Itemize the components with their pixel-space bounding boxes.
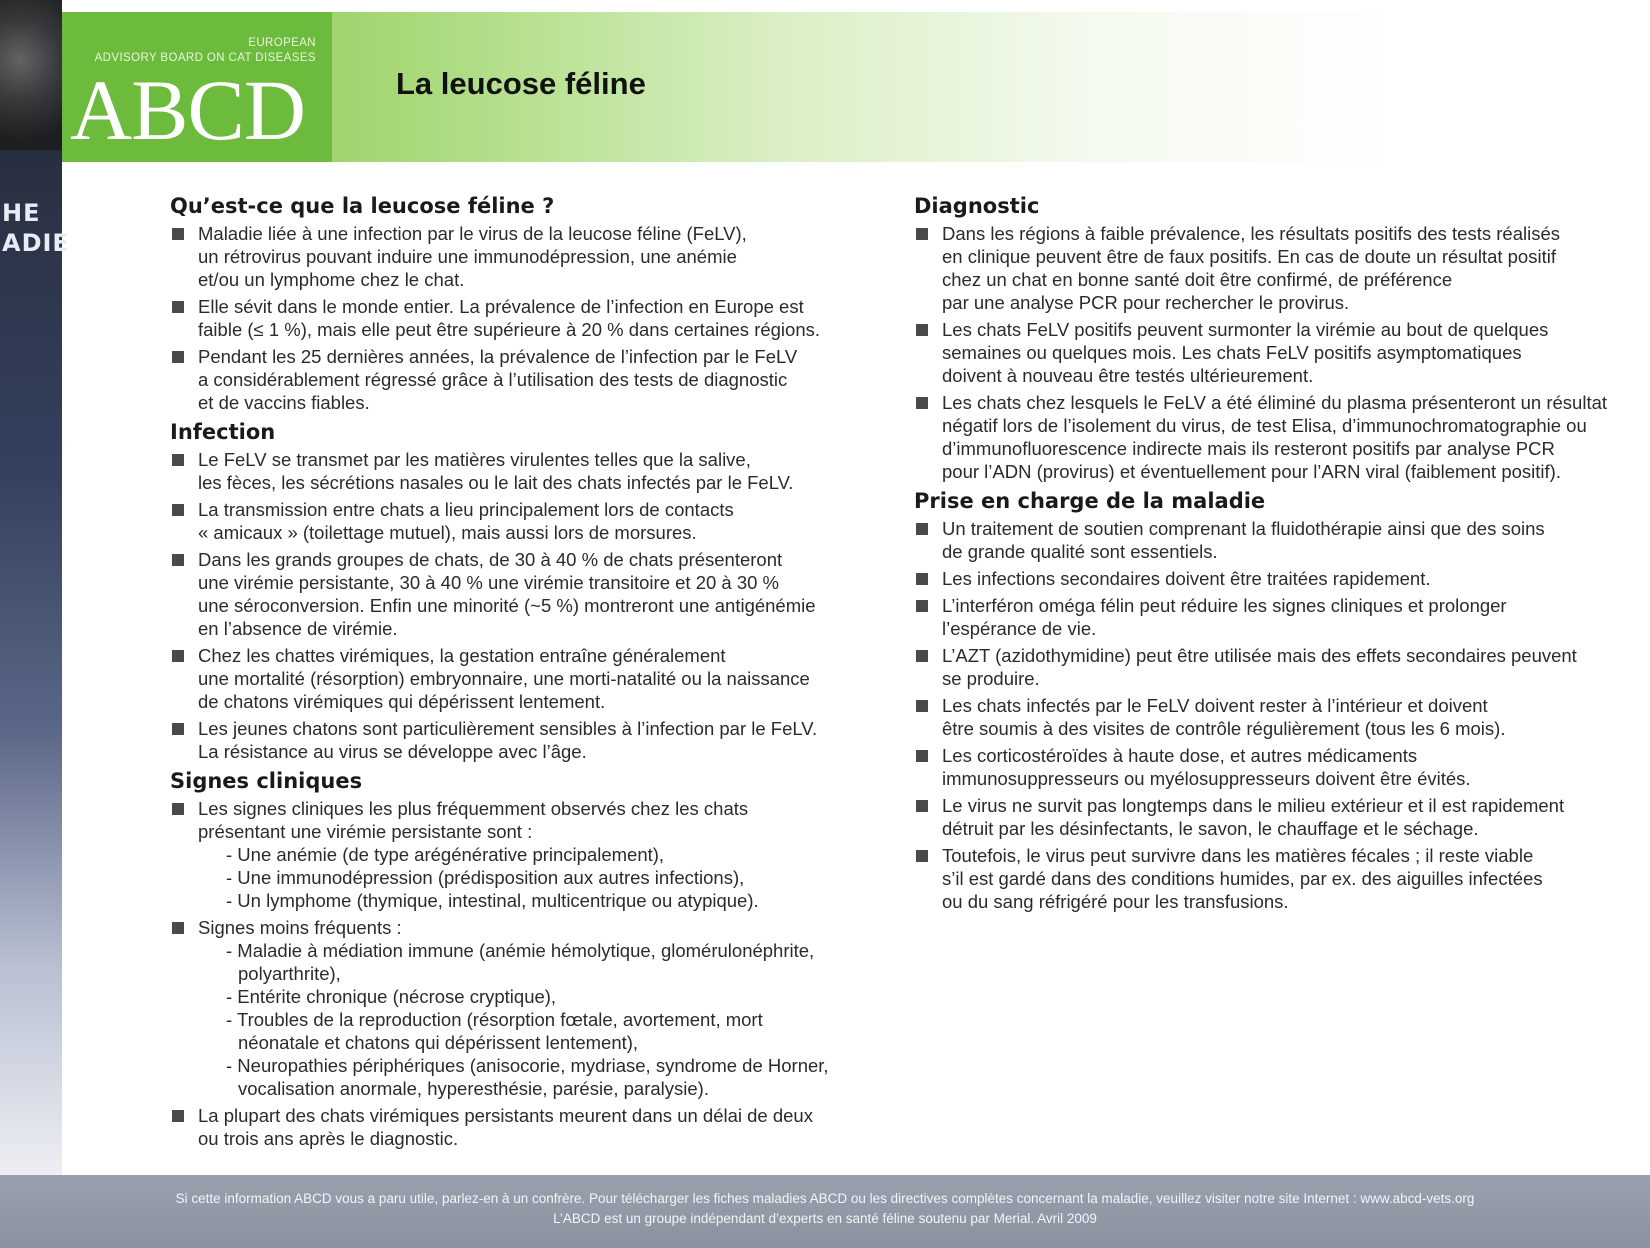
abcd-logo bbox=[62, 12, 332, 162]
item-line: par une analyse PCR pour rechercher le provirus. bbox=[942, 292, 1350, 313]
list-item bbox=[914, 844, 1634, 913]
item-line: La transmission entre chats a lieu principalement lors de contacts bbox=[198, 499, 734, 520]
bullet-square-icon bbox=[172, 1110, 184, 1122]
section-title-infection: Infection bbox=[170, 420, 276, 444]
item-line: faible (≤ 1 %), mais elle peut être supérieure à 20 % dans certaines régions. bbox=[198, 319, 821, 340]
bullet-square-icon bbox=[916, 523, 928, 535]
item-line: s’il est gardé dans des conditions humides, par ex. des aiguilles infectées bbox=[942, 868, 1543, 889]
cat-illustration bbox=[0, 0, 62, 150]
item-line: ou du sang réfrigéré pour les transfusions. bbox=[942, 891, 1289, 912]
list-item bbox=[914, 744, 1634, 790]
sub-item-line: - Un lymphome (thymique, intestinal, multicentrique ou atypique). bbox=[226, 890, 759, 911]
list-item bbox=[170, 916, 890, 1100]
item-line: L’interféron oméga félin peut réduire les signes cliniques et prolonger bbox=[942, 595, 1507, 616]
bullet-square-icon bbox=[916, 650, 928, 662]
right-column bbox=[914, 192, 1634, 917]
section-infection-list bbox=[170, 448, 890, 763]
item-line: en clinique peuvent être de faux positifs. En cas de doute un résultat positif bbox=[942, 246, 1556, 267]
item-line: Elle sévit dans le monde entier. La prévalence de l’infection en Europe est bbox=[198, 296, 804, 317]
item-line: doivent à nouveau être testés ultérieurement. bbox=[942, 365, 1314, 386]
left-decorative-strip bbox=[0, 0, 70, 1180]
page-title: La leucose féline bbox=[396, 66, 646, 101]
list-item bbox=[914, 517, 1634, 563]
list-item bbox=[914, 567, 1634, 590]
bullet-square-icon bbox=[172, 454, 184, 466]
sub-item-line: - Entérite chronique (nécrose cryptique), bbox=[226, 986, 557, 1007]
item-line: Les jeunes chatons sont particulièrement sensibles à l’infection par le FeLV. bbox=[198, 718, 818, 739]
bullet-square-icon bbox=[916, 750, 928, 762]
sub-item-line: néonatale et chatons qui dépérissent lentement), bbox=[238, 1032, 639, 1053]
item-line: les fèces, les sécrétions nasales ou le lait des chats infectés par le FeLV. bbox=[198, 472, 794, 493]
sidebar-text bbox=[2, 198, 70, 258]
bullet-square-icon bbox=[916, 700, 928, 712]
item-line: une mortalité (résorption) embryonnaire, une morti-natalité ou la naissance bbox=[198, 668, 810, 689]
item-line: une virémie persistante, 30 à 40 % une virémie transitoire et 20 à 30 % bbox=[198, 572, 780, 593]
item-line: L’AZT (azidothymidine) peut être utilisée mais des effets secondaires peuvent bbox=[942, 645, 1577, 666]
section-management-list bbox=[914, 517, 1634, 913]
item-line: La plupart des chats virémiques persistants meurent dans un délai de deux bbox=[198, 1105, 813, 1126]
list-item bbox=[170, 345, 890, 414]
item-line: Toutefois, le virus peut survivre dans les matières fécales ; il reste viable bbox=[942, 845, 1534, 866]
list-item bbox=[914, 318, 1634, 387]
bullet-square-icon bbox=[172, 650, 184, 662]
item-line: détruit par les désinfectants, le savon, le chauffage et le séchage. bbox=[942, 818, 1479, 839]
item-line: et/ou un lymphome chez le chat. bbox=[198, 269, 465, 290]
item-line: Les chats infectés par le FeLV doivent rester à l’intérieur et doivent bbox=[942, 695, 1488, 716]
item-line: Les signes cliniques les plus fréquemment observés chez les chats bbox=[198, 798, 749, 819]
sub-item-line: - Une anémie (de type arégénérative principalement), bbox=[226, 844, 665, 865]
item-line: Un traitement de soutien comprenant la fluidothérapie ainsi que des soins bbox=[942, 518, 1545, 539]
item-line: Les chats FeLV positifs peuvent surmonter la virémie au bout de quelques bbox=[942, 319, 1549, 340]
item-line: Pendant les 25 dernières années, la prévalence de l’infection par le FeLV bbox=[198, 346, 798, 367]
section-title-diagnostic: Diagnostic bbox=[914, 194, 1040, 218]
logo-wordmark: ABCD bbox=[70, 62, 305, 158]
footer-line: L’ABCD est un groupe indépendant d’experts en santé féline soutenu par Merial. Avril 2009 bbox=[553, 1211, 1097, 1226]
item-line: être soumis à des visites de contrôle régulièrement (tous les 6 mois). bbox=[942, 718, 1506, 739]
bullet-square-icon bbox=[172, 723, 184, 735]
footer-line: Si cette information ABCD vous a paru utile, parlez-en à un confrère. Pour télécharger les fiches maladies ABCD ou les directives complètes concernant la maladie, veuillez visiter notre site Internet : www.abcd-vets.org bbox=[175, 1191, 1475, 1206]
bullet-square-icon bbox=[172, 554, 184, 566]
sub-item-line: - Maladie à médiation immune (anémie hémolytique, glomérulonéphrite, bbox=[226, 940, 815, 961]
list-item bbox=[170, 548, 890, 640]
bullet-square-icon bbox=[172, 803, 184, 815]
item-line: Chez les chattes virémiques, la gestation entraîne généralement bbox=[198, 645, 726, 666]
list-item bbox=[914, 794, 1634, 840]
bullet-square-icon bbox=[916, 324, 928, 336]
item-line: d’immunofluorescence indirecte mais ils resteront positifs par analyse PCR bbox=[942, 438, 1555, 459]
item-line: de grande qualité sont essentiels. bbox=[942, 541, 1218, 562]
item-line: Les corticostéroïdes à haute dose, et autres médicaments bbox=[942, 745, 1418, 766]
bullet-square-icon bbox=[916, 800, 928, 812]
list-item bbox=[914, 644, 1634, 690]
list-item bbox=[170, 797, 890, 912]
section-what-is-list bbox=[170, 222, 890, 414]
item-line: négatif lors de l’isolement du virus, de test Elisa, d’immunochromatographie ou bbox=[942, 415, 1587, 436]
bullet-square-icon bbox=[172, 504, 184, 516]
list-item bbox=[170, 498, 890, 544]
list-item bbox=[170, 644, 890, 713]
item-line: en l’absence de virémie. bbox=[198, 618, 398, 639]
footer-band bbox=[0, 1175, 1650, 1248]
item-line: Maladie liée à une infection par le virus de la leucose féline (FeLV), bbox=[198, 223, 747, 244]
list-item bbox=[170, 448, 890, 494]
item-line: Dans les régions à faible prévalence, les résultats positifs des tests réalisés bbox=[942, 223, 1560, 244]
item-line: Le FeLV se transmet par les matières virulentes telles que la salive, bbox=[198, 449, 751, 470]
bullet-square-icon bbox=[172, 922, 184, 934]
bullet-square-icon bbox=[916, 228, 928, 240]
item-line: Signes moins fréquents : bbox=[198, 917, 402, 938]
bullet-square-icon bbox=[916, 573, 928, 585]
item-line: immunosuppresseurs ou myélosuppresseurs doivent être évités. bbox=[942, 768, 1471, 789]
sub-item-line: vocalisation anormale, hyperesthésie, parésie, paralysie). bbox=[238, 1078, 709, 1099]
list-item bbox=[914, 594, 1634, 640]
sub-item-line: - Troubles de la reproduction (résorption fœtale, avortement, mort bbox=[226, 1009, 763, 1030]
section-diagnostic-list bbox=[914, 222, 1634, 483]
item-line: de chatons virémiques qui dépérissent lentement. bbox=[198, 691, 606, 712]
list-item bbox=[914, 222, 1634, 314]
section-title-clinical-signs: Signes cliniques bbox=[170, 769, 363, 793]
bullet-square-icon bbox=[172, 228, 184, 240]
item-line: un rétrovirus pouvant induire une immunodépression, une anémie bbox=[198, 246, 737, 267]
list-item bbox=[170, 1104, 890, 1150]
item-line: chez un chat en bonne santé doit être confirmé, de préférence bbox=[942, 269, 1453, 290]
list-item bbox=[170, 295, 890, 341]
item-line: La résistance au virus se développe avec l’âge. bbox=[198, 741, 587, 762]
sub-item-line: polyarthrite), bbox=[238, 963, 341, 984]
sub-item-line: - Neuropathies périphériques (anisocorie, mydriase, syndrome de Horner, bbox=[226, 1055, 829, 1076]
section-title-what-is: Qu’est-ce que la leucose féline ? bbox=[170, 194, 555, 218]
list-item bbox=[914, 694, 1634, 740]
bullet-square-icon bbox=[172, 351, 184, 363]
item-line: l’espérance de vie. bbox=[942, 618, 1097, 639]
item-line: Dans les grands groupes de chats, de 30 à 40 % de chats présenteront bbox=[198, 549, 783, 570]
item-line: une séroconversion. Enfin une minorité (~5 %) montreront une antigénémie bbox=[198, 595, 816, 616]
item-line: a considérablement régressé grâce à l’utilisation des tests de diagnostic bbox=[198, 369, 788, 390]
list-item bbox=[170, 222, 890, 291]
sidebar-text-line: ADIE bbox=[2, 229, 70, 257]
left-column bbox=[170, 192, 890, 1154]
header-band bbox=[62, 12, 1650, 162]
item-line: se produire. bbox=[942, 668, 1040, 689]
bullet-square-icon bbox=[916, 397, 928, 409]
item-line: ou trois ans après le diagnostic. bbox=[198, 1128, 459, 1149]
list-item bbox=[914, 391, 1634, 483]
item-line: semaines ou quelques mois. Les chats FeLV positifs asymptomatiques bbox=[942, 342, 1522, 363]
section-title-management: Prise en charge de la maladie bbox=[914, 489, 1266, 513]
logo-subtitle-line: ADVISORY BOARD ON CAT DISEASES bbox=[94, 52, 316, 64]
logo-subtitle-line: EUROPEAN bbox=[248, 37, 316, 49]
sub-item-line: - Une immunodépression (prédisposition aux autres infections), bbox=[226, 867, 745, 888]
item-line: Les infections secondaires doivent être traitées rapidement. bbox=[942, 568, 1431, 589]
sidebar-text-line: HE bbox=[2, 199, 41, 227]
item-line: Les chats chez lesquels le FeLV a été éliminé du plasma présenteront un résultat bbox=[942, 392, 1608, 413]
item-line: et de vaccins fiables. bbox=[198, 392, 370, 413]
item-line: pour l’ADN (provirus) et éventuellement pour l’ARN viral (faiblement positif). bbox=[942, 461, 1561, 482]
item-line: Le virus ne survit pas longtemps dans le milieu extérieur et il est rapidement bbox=[942, 795, 1565, 816]
section-clinical-signs-list bbox=[170, 797, 890, 1150]
bullet-square-icon bbox=[916, 600, 928, 612]
item-line: « amicaux » (toilettage mutuel), mais aussi lors de morsures. bbox=[198, 522, 697, 543]
item-line: présentant une virémie persistante sont : bbox=[198, 821, 533, 842]
bullet-square-icon bbox=[916, 850, 928, 862]
bullet-square-icon bbox=[172, 301, 184, 313]
list-item bbox=[170, 717, 890, 763]
